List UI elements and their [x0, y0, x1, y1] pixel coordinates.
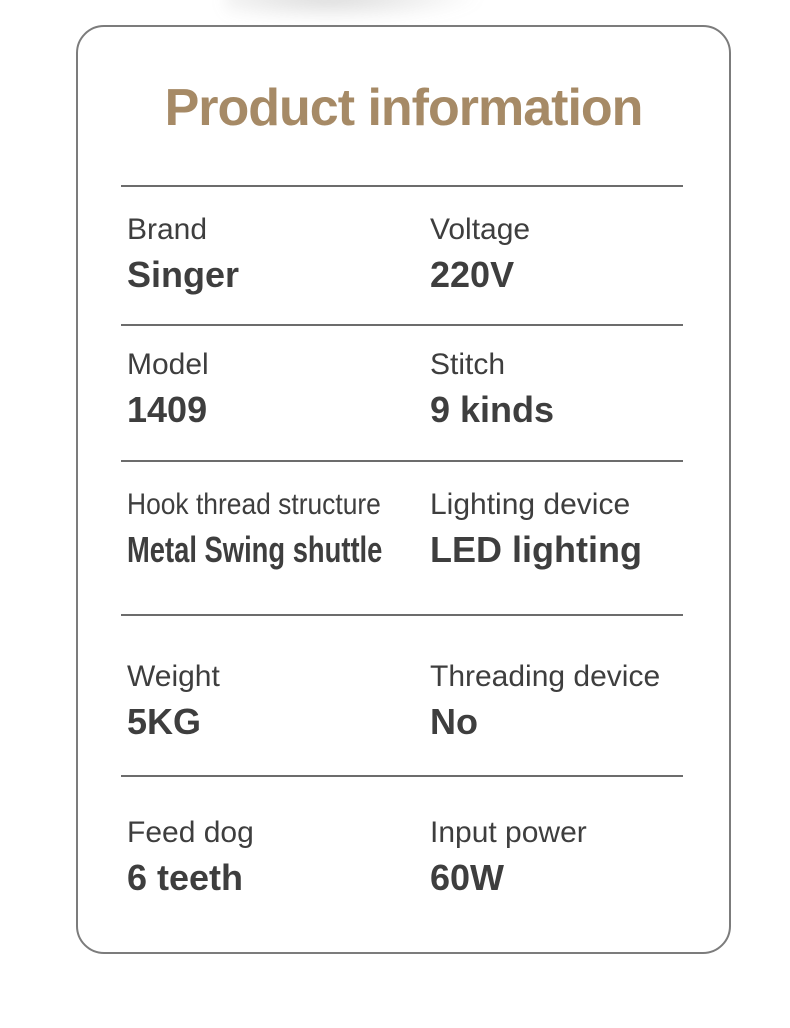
spec-label-lighting: Lighting device	[430, 488, 631, 521]
spec-row-feeddog-power	[78, 775, 729, 952]
spec-cell-lighting	[430, 486, 642, 572]
spec-label-threading: Threading device	[430, 660, 661, 693]
spec-label-hook-thread: Hook thread structure	[127, 488, 381, 521]
spec-row-model-stitch	[78, 324, 729, 460]
spec-value-voltage: 220V	[430, 254, 515, 295]
spec-cell-voltage	[430, 211, 530, 297]
spec-value-weight: 5KG	[127, 701, 202, 742]
spec-label-model: Model	[127, 348, 209, 381]
spec-value-lighting: LED lighting	[430, 529, 642, 570]
photo-shadow-fragment	[225, 0, 485, 22]
spec-label-brand: Brand	[127, 213, 208, 246]
spec-value-stitch: 9 kinds	[430, 389, 555, 430]
row-divider	[121, 775, 683, 777]
spec-row-weight-threading	[78, 614, 729, 775]
row-divider	[121, 614, 683, 616]
spec-value-threading: No	[430, 701, 478, 742]
product-info-card	[76, 25, 731, 954]
spec-value-hook-thread: Metal Swing shuttle	[127, 529, 383, 570]
spec-cell-input-power	[430, 814, 587, 900]
spec-label-input-power: Input power	[430, 816, 587, 849]
spec-cell-weight	[127, 658, 220, 744]
spec-label-voltage: Voltage	[430, 213, 531, 246]
spec-label-stitch: Stitch	[430, 348, 506, 381]
spec-cell-model	[127, 346, 209, 432]
row-divider	[121, 460, 683, 462]
row-divider	[121, 324, 683, 326]
spec-cell-brand	[127, 211, 239, 297]
spec-cell-hook-thread	[127, 486, 463, 572]
spec-label-feed-dog: Feed dog	[127, 816, 254, 849]
spec-row-hook-lighting	[78, 460, 729, 614]
spec-value-model: 1409	[127, 389, 208, 430]
spec-value-brand: Singer	[127, 254, 240, 295]
spec-value-input-power: 60W	[430, 857, 505, 898]
spec-cell-feed-dog	[127, 814, 254, 900]
spec-row-brand-voltage	[78, 185, 729, 324]
spec-cell-stitch	[430, 346, 554, 432]
page-title: Product information	[164, 79, 643, 137]
spec-cell-threading	[430, 658, 660, 744]
spec-value-feed-dog: 6 teeth	[127, 857, 244, 898]
spec-label-weight: Weight	[127, 660, 220, 693]
row-divider	[121, 185, 683, 187]
